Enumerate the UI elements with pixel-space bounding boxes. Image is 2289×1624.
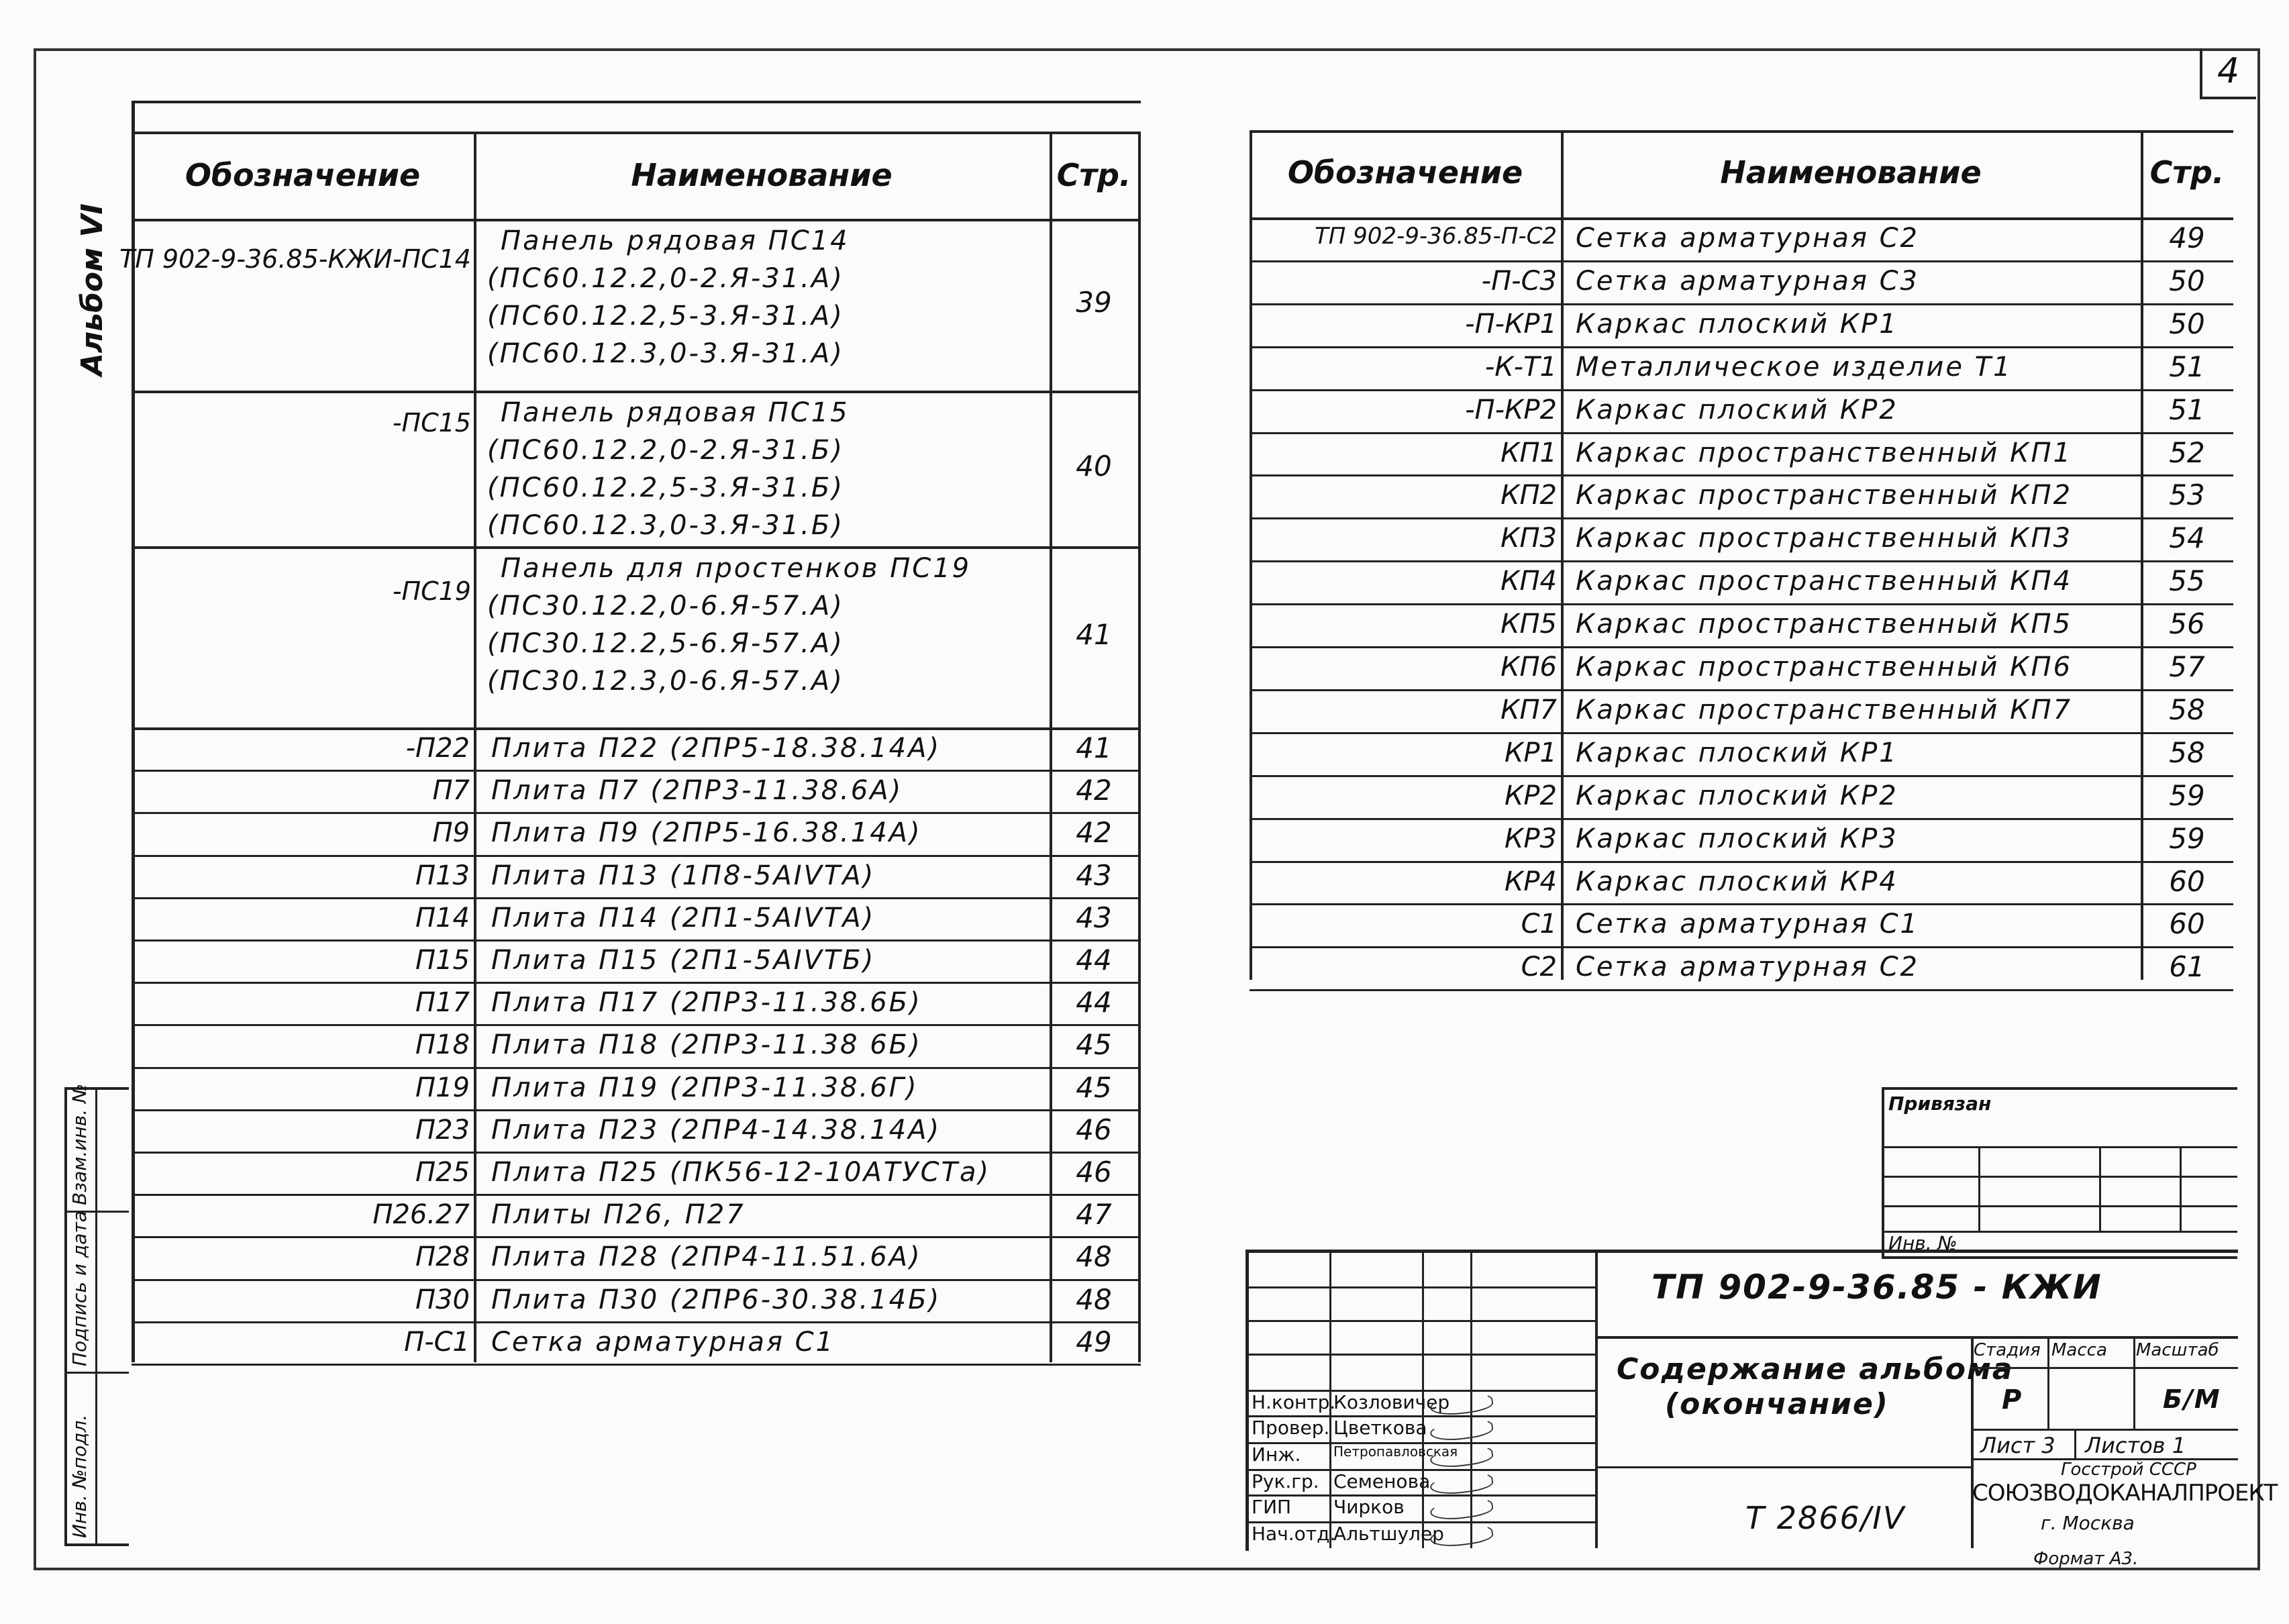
signer-role: Нач.отд. [1252, 1523, 1336, 1545]
title-line-1: Содержание альбома [1617, 1352, 2014, 1386]
left-row-code: П25 [415, 1157, 470, 1188]
right-row-code: -К-Т1 [1484, 351, 1557, 383]
stamp-sign-label: Подпись и дата [68, 1211, 91, 1366]
right-row-code: КП2 [1500, 480, 1557, 511]
signature-mark [1429, 1470, 1494, 1498]
left-row-page: 41 [1076, 731, 1112, 764]
right-row-page: 51 [2169, 350, 2205, 383]
signer-name: Петропавловская [1333, 1443, 1458, 1460]
signer-role: Инж. [1252, 1443, 1301, 1466]
left-row-name: Плита П17 (2ПР3-11.38.6Б) [491, 987, 922, 1019]
left-row-code: П23 [415, 1114, 470, 1146]
right-row-page: 53 [2169, 478, 2205, 512]
left-row-name: Плита П25 (ПК56-12-10АТУСТа) [491, 1157, 991, 1188]
binding-box [1882, 1087, 2237, 1259]
right-row-name: Каркас пространственный КП2 [1576, 480, 2073, 511]
left-row-name-line: Панель рядовая ПС14 [501, 225, 850, 256]
left-row-code: П26.27 [372, 1199, 470, 1231]
left-row-page: 49 [1076, 1325, 1112, 1358]
right-row-page: 50 [2169, 264, 2205, 297]
right-row-name: Каркас плоский КР4 [1576, 866, 1898, 897]
signer-name: Альтшулер [1333, 1523, 1444, 1545]
stage-label: Стадия [1974, 1340, 2041, 1360]
right-row-name: Каркас пространственный КП3 [1576, 523, 2073, 554]
right-row-code: ТП 902-9-36.85-П-С2 [1314, 223, 1557, 250]
sheets-label: Листов 1 [2085, 1433, 2186, 1458]
left-row-name-line: (ПС30.12.2,0-6.Я-57.А) [487, 591, 844, 621]
left-header-page: Стр. [1056, 157, 1131, 193]
left-row-code: П17 [415, 987, 470, 1019]
left-row-name-line: Панель рядовая ПС15 [501, 397, 850, 428]
sheet-label: Лист 3 [1980, 1433, 2055, 1458]
left-row-name: Плита П19 (2ПР3-11.38.6Г) [491, 1072, 919, 1103]
left-row-code: П15 [415, 945, 470, 976]
right-row-name: Каркас пространственный КП4 [1576, 566, 2073, 597]
right-row-page: 57 [2169, 650, 2205, 683]
left-row-code: П18 [415, 1029, 470, 1061]
left-row-name: Плита П9 (2ПР5-16.38.14А) [491, 817, 922, 849]
right-row-page: 60 [2169, 864, 2205, 898]
right-row-code: С2 [1521, 952, 1557, 983]
left-row-name-line: Панель для простенков ПС19 [501, 553, 972, 584]
right-row-name: Каркас плоский КР2 [1576, 780, 1898, 811]
mass-label: Масса [2051, 1340, 2107, 1360]
scale-value: Б/М [2163, 1384, 2221, 1414]
right-header-name: Наименование [1720, 154, 1982, 191]
org-line-2: СОЮЗВОДОКАНАЛПРОЕКТ [1972, 1480, 2278, 1507]
left-row-page: 48 [1076, 1240, 1112, 1274]
right-row-code: КР1 [1505, 737, 1557, 768]
left-row-page: 42 [1076, 816, 1112, 850]
left-row-name: Плита П23 (2ПР4-14.38.14А) [491, 1114, 942, 1146]
signature-mark [1429, 1417, 1494, 1444]
binding-inv: Инв. № [1888, 1232, 1957, 1254]
right-row-name: Каркас плоский КР1 [1576, 308, 1898, 340]
left-row-page: 46 [1076, 1113, 1112, 1146]
right-row-code: КП5 [1500, 609, 1557, 640]
album-label: Альбом VI [75, 203, 109, 376]
stage-value: Р [2002, 1384, 2023, 1415]
right-row-name: Каркас пространственный КП5 [1576, 609, 2073, 640]
right-row-code: КП6 [1500, 652, 1557, 682]
left-row-name-line: (ПС60.12.2,5-3.Я-31.А) [487, 301, 844, 332]
left-row-code: П-С1 [404, 1326, 470, 1358]
left-row-name: Плита П7 (2ПР3-11.38.6А) [491, 775, 903, 807]
right-contents-table [1250, 130, 2233, 984]
left-row-page: 39 [1076, 286, 1112, 319]
left-row-name: Сетка арматурная С1 [491, 1326, 835, 1358]
right-row-name: Каркас пространственный КП1 [1576, 437, 2073, 468]
left-row-code: П13 [415, 860, 470, 891]
stamp-inv-label: Инв. №подл. [68, 1414, 91, 1538]
left-row-name: Плита П30 (2ПР6-30.38.14Б) [491, 1284, 942, 1315]
right-row-name: Каркас плоский КР3 [1576, 823, 1898, 854]
right-row-page: 59 [2169, 821, 2205, 855]
right-row-page: 58 [2169, 693, 2205, 726]
left-row-page: 46 [1076, 1156, 1112, 1188]
org-line-3: г. Москва [2041, 1512, 2135, 1534]
left-row-name: Плита П13 (1П8-5АIVТА) [491, 860, 876, 891]
left-row-name: Плита П18 (2ПР3-11.38 6Б) [491, 1029, 922, 1061]
left-row-page: 43 [1076, 858, 1112, 892]
right-row-page: 59 [2169, 778, 2205, 812]
scale-label: Масштаб [2136, 1340, 2219, 1360]
left-row-code: П14 [415, 902, 470, 933]
right-row-name: Сетка арматурная С2 [1576, 952, 1919, 983]
left-header-code: Обозначение [185, 157, 421, 193]
right-header-page: Стр. [2149, 154, 2225, 191]
title-line-2: (окончание) [1665, 1387, 1889, 1421]
left-row-page: 41 [1076, 618, 1112, 651]
sheet-number: 4 [2217, 51, 2240, 91]
left-row-name: Плиты П26, П27 [491, 1199, 746, 1231]
archive-number: Т 2866/IV [1745, 1500, 1906, 1536]
right-row-page: 60 [2169, 907, 2205, 941]
stamp-replace-label: Взам.инв. № [68, 1083, 91, 1205]
left-row-code: -ПС19 [392, 576, 471, 606]
right-row-code: КП1 [1500, 437, 1557, 468]
right-row-name: Сетка арматурная С1 [1576, 909, 1919, 940]
left-row-code: П19 [415, 1072, 470, 1103]
left-row-name: Плита П15 (2П1-5АIVТБ) [491, 945, 876, 976]
signer-role: ГИП [1252, 1496, 1292, 1518]
right-row-code: -П-КР1 [1465, 308, 1557, 340]
left-row-code: П9 [432, 817, 470, 849]
right-row-code: КР4 [1505, 866, 1557, 897]
right-row-name: Металлическое изделие Т1 [1576, 351, 2013, 383]
left-contents-table [119, 101, 1141, 1362]
left-header-name: Наименование [631, 157, 893, 193]
right-row-name: Сетка арматурная С2 [1576, 223, 1919, 254]
right-row-code: КП7 [1500, 694, 1557, 725]
left-row-name-line: (ПС60.12.2,0-2.Я-31.А) [487, 263, 844, 294]
left-row-name-line: (ПС60.12.2,5-3.Я-31.Б) [487, 472, 844, 503]
left-row-name: Плита П22 (2ПР5-18.38.14А) [491, 733, 942, 764]
left-row-name: Плита П28 (2ПР4-11.51.6А) [491, 1241, 922, 1273]
binding-title: Привязан [1888, 1093, 1992, 1115]
right-row-name: Каркас пространственный КП6 [1576, 652, 2073, 682]
left-row-page: 45 [1076, 1028, 1112, 1062]
right-row-name: Каркас плоский КР2 [1576, 394, 1898, 425]
left-row-name-line: (ПС60.12.3,0-3.Я-31.Б) [487, 510, 844, 541]
right-row-page: 58 [2169, 735, 2205, 769]
right-row-name: Каркас пространственный КП7 [1576, 694, 2073, 725]
designation: ТП 902-9-36.85 - КЖИ [1651, 1268, 2102, 1307]
left-row-page: 40 [1076, 450, 1112, 483]
left-row-code: П7 [432, 775, 470, 807]
left-row-page: 47 [1076, 1198, 1112, 1231]
left-row-page: 43 [1076, 901, 1112, 934]
right-row-code: КР2 [1505, 780, 1557, 811]
right-row-page: 49 [2169, 221, 2205, 254]
signer-name: Семенова [1333, 1470, 1431, 1492]
format-label: Формат А3. [2033, 1549, 2139, 1569]
left-row-page: 45 [1076, 1070, 1112, 1104]
left-row-name-line: (ПС30.12.3,0-6.Я-57.А) [487, 666, 844, 697]
right-row-page: 52 [2169, 436, 2205, 469]
right-row-name: Сетка арматурная С3 [1576, 265, 1919, 297]
right-row-code: КП3 [1500, 523, 1557, 554]
right-row-page: 56 [2169, 607, 2205, 641]
signer-name: Козловичер [1333, 1391, 1450, 1413]
signer-name: Чирков [1333, 1496, 1405, 1518]
left-row-name: Плита П14 (2П1-5АIVТА) [491, 902, 876, 933]
left-row-page: 44 [1076, 944, 1112, 976]
signature-mark [1429, 1496, 1494, 1523]
right-header-code: Обозначение [1287, 154, 1523, 191]
left-row-code: -ПС15 [392, 408, 471, 438]
sheet-number-box [2200, 48, 2256, 99]
right-row-page: 54 [2169, 521, 2205, 555]
left-row-page: 42 [1076, 774, 1112, 807]
title-block [1245, 1250, 2278, 1551]
left-row-page: 44 [1076, 986, 1112, 1019]
left-row-code: -П22 [405, 733, 470, 764]
signer-name: Цветкова [1333, 1417, 1427, 1439]
right-row-page: 51 [2169, 393, 2205, 426]
org-line-1: Госстрой СССР [2061, 1460, 2196, 1480]
right-row-code: С1 [1521, 909, 1557, 940]
right-row-code: -П-КР2 [1465, 394, 1557, 425]
right-row-code: КП4 [1500, 566, 1557, 597]
right-row-code: КР3 [1505, 823, 1557, 854]
left-row-name-line: (ПС30.12.2,5-6.Я-57.А) [487, 628, 844, 659]
left-row-page: 48 [1076, 1282, 1112, 1316]
left-row-code: П30 [415, 1284, 470, 1315]
signer-role: Рук.гр. [1252, 1470, 1319, 1492]
left-row-name-line: (ПС60.12.2,0-2.Я-31.Б) [487, 435, 844, 466]
left-row-name-line: (ПС60.12.3,0-3.Я-31.А) [487, 338, 844, 369]
right-row-page: 61 [2169, 950, 2205, 984]
right-row-page: 55 [2169, 564, 2205, 598]
right-row-name: Каркас плоский КР1 [1576, 737, 1898, 768]
left-row-code: ТП 902-9-36.85-КЖИ-ПС14 [119, 244, 471, 274]
right-row-page: 50 [2169, 307, 2205, 340]
left-row-code: П28 [415, 1241, 470, 1273]
right-row-code: -П-С3 [1481, 265, 1557, 297]
signer-role: Провер. [1252, 1417, 1330, 1439]
signer-role: Н.контр. [1252, 1391, 1336, 1413]
